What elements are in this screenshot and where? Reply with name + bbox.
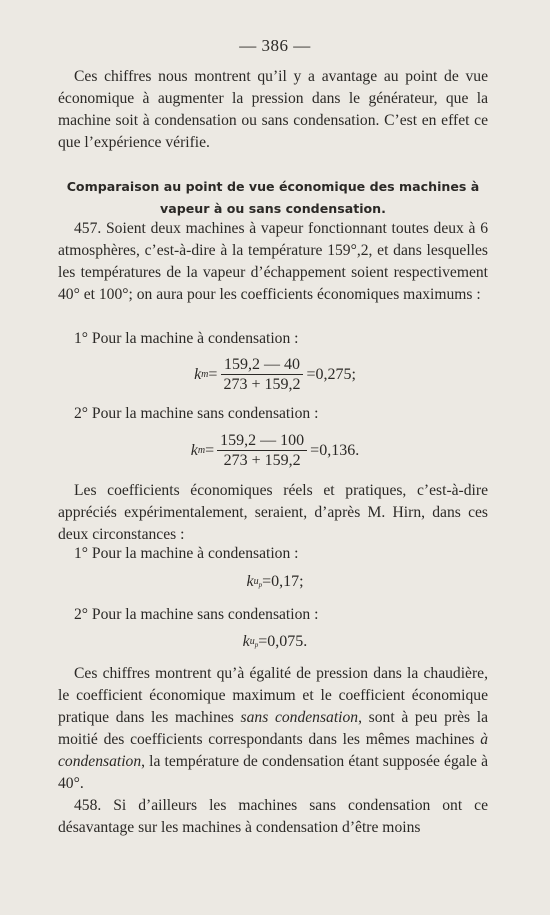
conclusion-emph-a-condensation: à condensation bbox=[58, 731, 488, 770]
equation-kup-sans-condensation bbox=[0, 633, 550, 651]
conclusion-part-3: , la température de condensation étant supposée égale à 40°. bbox=[58, 753, 488, 792]
eq4-sub-letter: u bbox=[249, 635, 255, 647]
eq1-fraction bbox=[220, 355, 303, 394]
eq4-var: k bbox=[242, 633, 250, 650]
eq2-numerator: 159,2 — 100 bbox=[217, 431, 307, 451]
section-heading: Comparaison au point de vue économique des machines à vapeur à ou sans condensation. bbox=[66, 179, 480, 216]
paragraph-conclusion bbox=[58, 663, 488, 795]
page-number: — 386 — bbox=[239, 36, 311, 55]
eq2-result: =0,136. bbox=[310, 441, 360, 459]
eq4-sub bbox=[250, 636, 259, 649]
eq3-result: =0,17; bbox=[262, 573, 304, 590]
eq1-denominator: 273 + 159,2 bbox=[223, 376, 301, 393]
equation-km-sans-condensation bbox=[0, 431, 550, 470]
case-4-label: 2° Pour la machine sans condensation : bbox=[74, 606, 319, 623]
conclusion-part-2: , sont à peu près la moitié des coefficients correspondants dans les mêmes machines bbox=[58, 709, 488, 748]
paragraph-coefficients-reels: Les coefficients économiques réels et pratiques, c’est-à-dire appréciés expérimentalement, seraient, d’après M. Hirn, dans ces deux circonstances : bbox=[58, 482, 488, 543]
equation-km-condensation bbox=[0, 355, 550, 394]
conclusion-part-1: Ces chiffres montrent qu’à égalité de pression dans la chaudière, le coefficient économique maximum et le coefficient économique pratique dans les machines bbox=[58, 665, 488, 726]
eq4-sub2: p bbox=[254, 640, 259, 649]
eq1-equals: = bbox=[208, 365, 218, 383]
eq3-sub bbox=[254, 576, 263, 589]
paragraph-458: 458. Si d’ailleurs les machines sans condensation ont ce désavantage sur les machines à condensation d’être moins bbox=[58, 797, 488, 836]
case-1-label: 1° Pour la machine à condensation : bbox=[74, 330, 299, 347]
eq1-result: =0,275; bbox=[306, 365, 356, 383]
case-2-label: 2° Pour la machine sans condensation : bbox=[74, 405, 319, 422]
eq2-var: k bbox=[190, 441, 198, 459]
eq2-sub: m bbox=[197, 445, 206, 456]
equation-kup-condensation bbox=[0, 573, 550, 591]
eq2-fraction bbox=[217, 431, 307, 470]
eq3-sub-letter: u bbox=[253, 575, 259, 587]
eq2-denominator: 273 + 159,2 bbox=[223, 452, 301, 469]
eq3-sub2: p bbox=[258, 580, 263, 589]
eq4-result: =0,075. bbox=[258, 633, 308, 650]
eq1-numerator: 159,2 — 40 bbox=[221, 355, 303, 375]
eq3-var: k bbox=[246, 573, 254, 590]
conclusion-emph-sans-condensation: sans condensation bbox=[240, 709, 359, 726]
eq2-equals: = bbox=[205, 441, 215, 459]
case-3-label: 1° Pour la machine à condensation : bbox=[74, 545, 299, 562]
paragraph-457: 457. Soient deux machines à vapeur fonctionnant toutes deux à 6 atmosphères, c’est-à-dire à la température 159°,2, et dans lesquelles les températures de la vapeur d’échappement soient respectivement 40° et 100°; on aura pour les coefficients économiques maximums : bbox=[58, 220, 488, 303]
eq1-var: k bbox=[194, 365, 202, 383]
intro-paragraph: Ces chiffres nous montrent qu’il y a avantage au point de vue économique à augmenter la pression dans le générateur, que la machine soit à condensation ou sans condensation. C’est en effet ce que l’expérience vérifie. bbox=[58, 68, 488, 151]
eq1-sub: m bbox=[201, 369, 209, 380]
